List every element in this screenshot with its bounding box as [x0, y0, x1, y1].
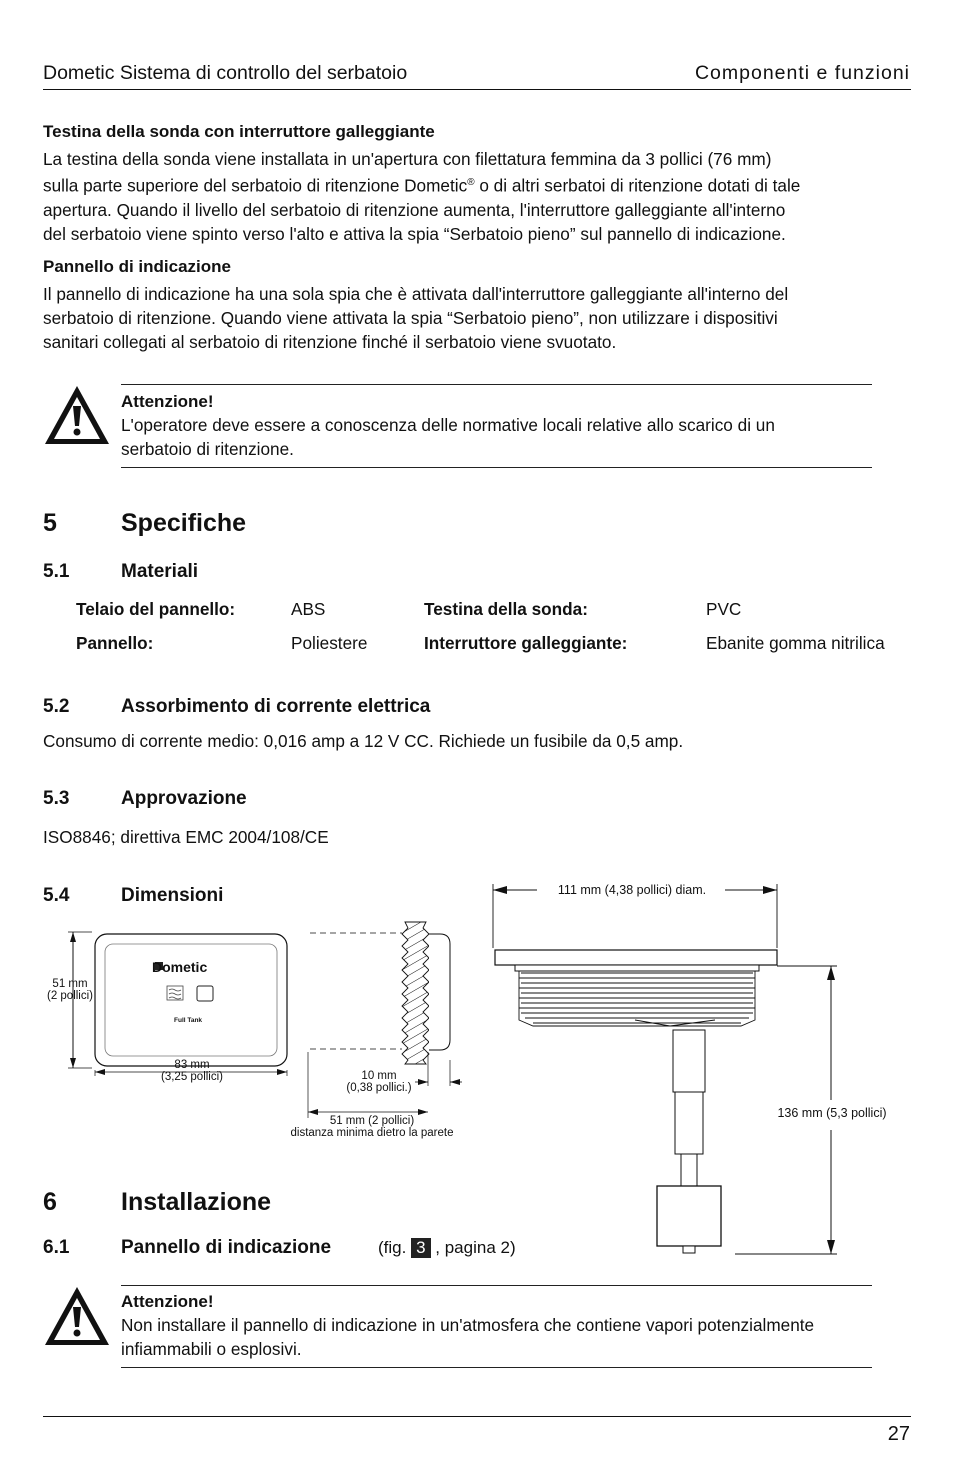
warning-line: L'operatore deve essere a conoscenza delle normative locali relative allo scarico di un: [121, 415, 775, 435]
dim-text: (2 pollici): [46, 990, 93, 1002]
panel-brand: Dometic: [152, 959, 208, 975]
probe-dimension-drawing: [485, 880, 905, 1260]
figure-reference: [378, 1238, 516, 1258]
warning-text: [121, 1313, 866, 1361]
warning-bottom-rule: [121, 1367, 872, 1368]
dim-text: distanza minima dietro la parete: [290, 1127, 454, 1139]
panel-line: Il pannello di indicazione ha una sola spia che è attivata dall'interruttore galleggiante all'interno del: [43, 284, 789, 304]
table-cell: Pannello:: [76, 633, 154, 653]
subsection-number: 5.4: [43, 885, 70, 906]
table-cell: Testina della sonda:: [424, 599, 588, 619]
warning-bottom-rule: [121, 467, 872, 468]
table-cell: Interruttore galleggiante:: [424, 633, 628, 653]
dim-length-label: 136 mm (5,3 pollici): [777, 1106, 887, 1120]
warning-text: [121, 413, 866, 461]
dim-text: (3,25 pollici): [161, 1071, 223, 1083]
warning-title: Attenzione!: [121, 392, 214, 411]
dim-width-label: [142, 1059, 242, 1083]
dim-text: (0,38 pollici.): [346, 1082, 412, 1094]
header-rule: [43, 89, 911, 90]
table-cell: PVC: [706, 599, 742, 619]
warning-top-rule: [121, 384, 872, 385]
warning-title: Attenzione!: [121, 1292, 214, 1311]
table-cell: Telaio del pannello:: [76, 599, 236, 619]
dim-clearance-label: [272, 1115, 472, 1139]
table-cell: ABS: [291, 599, 326, 619]
probe-line-part: o di altri serbatoi di ritenzione dotati di tale: [474, 175, 801, 196]
dim-text: 51 mm (2 pollici): [329, 1115, 415, 1127]
subsection-title: Pannello di indicazione: [121, 1237, 332, 1258]
probe-paragraph: [43, 147, 913, 246]
dim-height-label: [40, 978, 100, 1002]
page-number: 27: [887, 1423, 910, 1445]
section-number: 6: [43, 1188, 57, 1216]
warning-top-rule: [121, 1285, 872, 1286]
probe-heading: Testina della sonda con interruttore galleggiante: [43, 122, 435, 141]
dim-text: 83 mm: [174, 1059, 210, 1071]
subsection-title: Dimensioni: [121, 885, 224, 906]
probe-line-part: sulla parte superiore del serbatoio di ritenzione Dometic: [43, 175, 468, 196]
subsection-number: 5.1: [43, 561, 70, 582]
probe-line: apertura. Quando il livello del serbatoio di ritenzione aumenta, l'interruttore galleggiante all'interno: [43, 199, 786, 220]
probe-line: [43, 171, 913, 198]
panel-heading: Pannello di indicazione: [43, 257, 231, 276]
warning-line: serbatoio di ritenzione.: [121, 439, 294, 459]
panel-line: serbatoio di ritenzione. Quando viene attivata la spia “Serbatoio pieno”, non utilizzare i dispositivi: [43, 308, 778, 328]
subsection-title: Assorbimento di corrente elettrica: [121, 696, 431, 717]
figure-ref-text: , pagina 2): [435, 1238, 516, 1257]
dim-text: 51 mm: [52, 978, 88, 990]
warning-line: Non installare il pannello di indicazione in un'atmosfera che contiene vapori potenzialmente: [121, 1315, 815, 1335]
current-text: Consumo di corrente medio: 0,016 amp a 12 V CC. Richiede un fusibile da 0,5 amp.: [43, 731, 684, 751]
probe-line: La testina della sonda viene installata in un'apertura con filettatura femmina da 3 pollici (76 mm): [43, 149, 772, 169]
warning-line: infiammabili o esplosivi.: [121, 1339, 302, 1359]
section-title: Specifiche: [121, 509, 247, 537]
subsection-number: 5.2: [43, 696, 70, 717]
table-cell: Poliestere: [291, 633, 368, 653]
panel-label: Full Tank: [174, 1017, 203, 1024]
registered-mark: ®: [467, 177, 475, 188]
subsection-number: 6.1: [43, 1237, 70, 1258]
panel-line: sanitari collegati al serbatoio di ritenzione finché il serbatoio viene svuotato.: [43, 332, 617, 352]
section-number: 5: [43, 509, 57, 537]
warning-triangle-icon: [43, 1285, 111, 1347]
footer-rule: [43, 1416, 911, 1417]
section-title: Installazione: [121, 1188, 272, 1216]
wave-icon: [167, 986, 183, 1000]
dim-diameter-label: 111 mm (4,38 pollici) diam.: [557, 883, 707, 897]
running-header-title: Dometic Sistema di controllo del serbatoio: [43, 62, 408, 84]
approval-text: ISO8846; direttiva EMC 2004/108/CE: [43, 827, 329, 847]
subsection-title: Approvazione: [121, 788, 247, 809]
subsection-number: 5.3: [43, 788, 70, 809]
probe-line: del serbatoio viene spinto verso l'alto e attiva la spia “Serbatoio pieno” sul pannello di indicazione.: [43, 223, 786, 244]
table-cell: Ebanite gomma nitrilica: [706, 633, 885, 653]
dim-depth-label: [329, 1070, 429, 1094]
panel-paragraph: [43, 282, 913, 354]
dim-text: 10 mm: [361, 1070, 397, 1082]
figure-ref-text: (fig.: [378, 1238, 407, 1257]
subsection-title: Materiali: [121, 561, 199, 582]
figure-number-badge[interactable]: 3: [411, 1238, 430, 1258]
warning-triangle-icon: [43, 384, 111, 446]
running-header-section: Componenti e funzioni: [694, 62, 910, 84]
